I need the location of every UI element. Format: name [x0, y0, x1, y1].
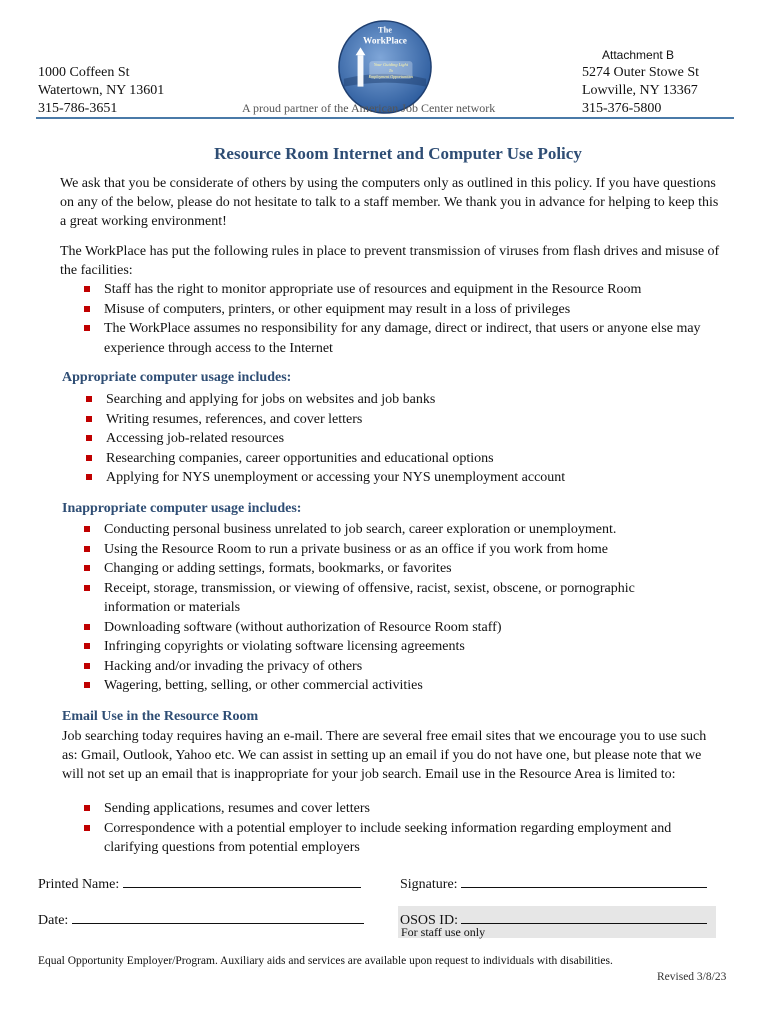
osos-id-label: OSOS ID: — [400, 913, 458, 928]
list-item: Changing or adding settings, formats, bookmarks, or favorites — [80, 559, 700, 579]
email-paragraph: Job searching today requires having an e-mail. There are several free email sites that we encourage you to use such as: Gmail, Outlook, Yahoo etc. We can assist in setting up an email if you do not have one, but please note that we will not set up an email that is inappropriate for your job search. Email use in the Resource Area is limited to: — [62, 729, 707, 782]
right-office-address — [582, 64, 699, 118]
logo-tagline-2: To — [388, 67, 394, 73]
bullet-icon — [84, 546, 90, 552]
bullet-icon — [84, 286, 90, 292]
bullet-icon — [84, 624, 90, 630]
appropriate-list — [82, 390, 722, 488]
email-heading: Email Use in the Resource Room — [62, 709, 259, 724]
rules-list — [80, 280, 720, 358]
bullet-icon — [84, 585, 90, 591]
list-item: Wagering, betting, selling, or other commercial activities — [80, 676, 700, 696]
right-address-phone: 315-376-5800 — [582, 101, 662, 116]
list-item: Sending applications, resumes and cover letters — [80, 799, 710, 819]
list-item: Staff has the right to monitor appropriate use of resources and equipment in the Resource Room — [80, 280, 720, 300]
osos-id-line[interactable] — [461, 909, 707, 924]
intro-paragraph: We ask that you be considerate of others by using the computers only as outlined in this policy. If you have questions on any of the below, please do not hesitate to talk to a staff member. We thank you in advance for helping to keep this a great working environment! — [60, 176, 719, 229]
partner-tagline: A proud partner of the American Job Center network — [242, 101, 496, 115]
bullet-icon — [84, 565, 90, 571]
list-item: Conducting personal business unrelated to job search, career exploration or unemployment. — [80, 520, 700, 540]
logo-tagline-3: Employment Opportunities — [368, 73, 414, 79]
bullet-icon — [84, 325, 90, 331]
left-address-city: Watertown, NY 13601 — [38, 83, 165, 98]
revised-date: Revised 3/8/23 — [657, 971, 727, 983]
bullet-icon — [84, 306, 90, 312]
bullet-icon — [84, 825, 90, 831]
date-line[interactable] — [72, 909, 364, 924]
signature-field[interactable] — [400, 873, 707, 893]
attachment-label: Attachment B — [602, 48, 675, 62]
list-item: Downloading software (without authorization of Resource Room staff) — [80, 618, 700, 638]
date-label: Date: — [38, 913, 69, 928]
bullet-icon — [84, 805, 90, 811]
rules-intro-paragraph: The WorkPlace has put the following rules in place to prevent transmission of viruses from flash drives and misuse of the facilities: — [60, 244, 720, 278]
header-divider — [36, 117, 734, 119]
list-item: Searching and applying for jobs on websites and job banks — [82, 390, 722, 410]
left-office-address — [38, 64, 164, 118]
list-item: Writing resumes, references, and cover letters — [82, 410, 722, 430]
appropriate-heading: Appropriate computer usage includes: — [62, 370, 292, 385]
bullet-icon — [86, 455, 92, 461]
list-item: Correspondence with a potential employer to include seeking information regarding employment and clarifying questions from potential employers — [80, 819, 710, 858]
date-field[interactable] — [38, 909, 364, 929]
bullet-icon — [86, 416, 92, 422]
list-item: The WorkPlace assumes no responsibility for any damage, direct or indirect, that users or anyone else may experience through access to the Internet — [80, 319, 720, 358]
list-item: Researching companies, career opportunities and educational options — [82, 449, 722, 469]
left-address-street: 1000 Coffeen St — [38, 65, 130, 80]
logo-tagline-1: Your Guiding Light — [373, 62, 408, 68]
printed-name-label: Printed Name: — [38, 877, 120, 892]
list-item: Hacking and/or invading the privacy of others — [80, 657, 700, 677]
signature-line[interactable] — [461, 873, 707, 888]
printed-name-line[interactable] — [123, 873, 361, 888]
list-item: Infringing copyrights or violating software licensing agreements — [80, 637, 700, 657]
logo-text-the: The — [378, 25, 392, 35]
inappropriate-list — [80, 520, 700, 696]
bullet-icon — [84, 526, 90, 532]
equal-opportunity-statement: Equal Opportunity Employer/Program. Auxiliary aids and services are available upon request to individuals with disabilities. — [38, 955, 613, 967]
list-item: Using the Resource Room to run a private business or as an office if you work from home — [80, 540, 700, 560]
inappropriate-heading: Inappropriate computer usage includes: — [62, 501, 302, 516]
list-item: Applying for NYS unemployment or accessing your NYS unemployment account — [82, 468, 722, 488]
right-address-city: Lowville, NY 13367 — [582, 83, 698, 98]
email-list — [80, 799, 710, 858]
signature-label: Signature: — [400, 877, 458, 892]
staff-use-note: For staff use only — [401, 925, 486, 939]
bullet-icon — [84, 643, 90, 649]
page-title: Resource Room Internet and Computer Use Policy — [214, 144, 582, 163]
bullet-icon — [84, 663, 90, 669]
list-item: Misuse of computers, printers, or other equipment may result in a loss of privileges — [80, 300, 720, 320]
list-item: Accessing job-related resources — [82, 429, 722, 449]
bullet-icon — [86, 396, 92, 402]
bullet-icon — [86, 474, 92, 480]
logo-text-workplace: WorkPlace — [363, 36, 407, 47]
left-address-phone: 315-786-3651 — [38, 101, 118, 116]
right-address-street: 5274 Outer Stowe St — [582, 65, 700, 80]
printed-name-field[interactable] — [38, 873, 361, 893]
bullet-icon — [86, 435, 92, 441]
bullet-icon — [84, 682, 90, 688]
list-item: Receipt, storage, transmission, or viewing of offensive, racist, sexist, obscene, or pornographic information or materials — [80, 579, 700, 618]
